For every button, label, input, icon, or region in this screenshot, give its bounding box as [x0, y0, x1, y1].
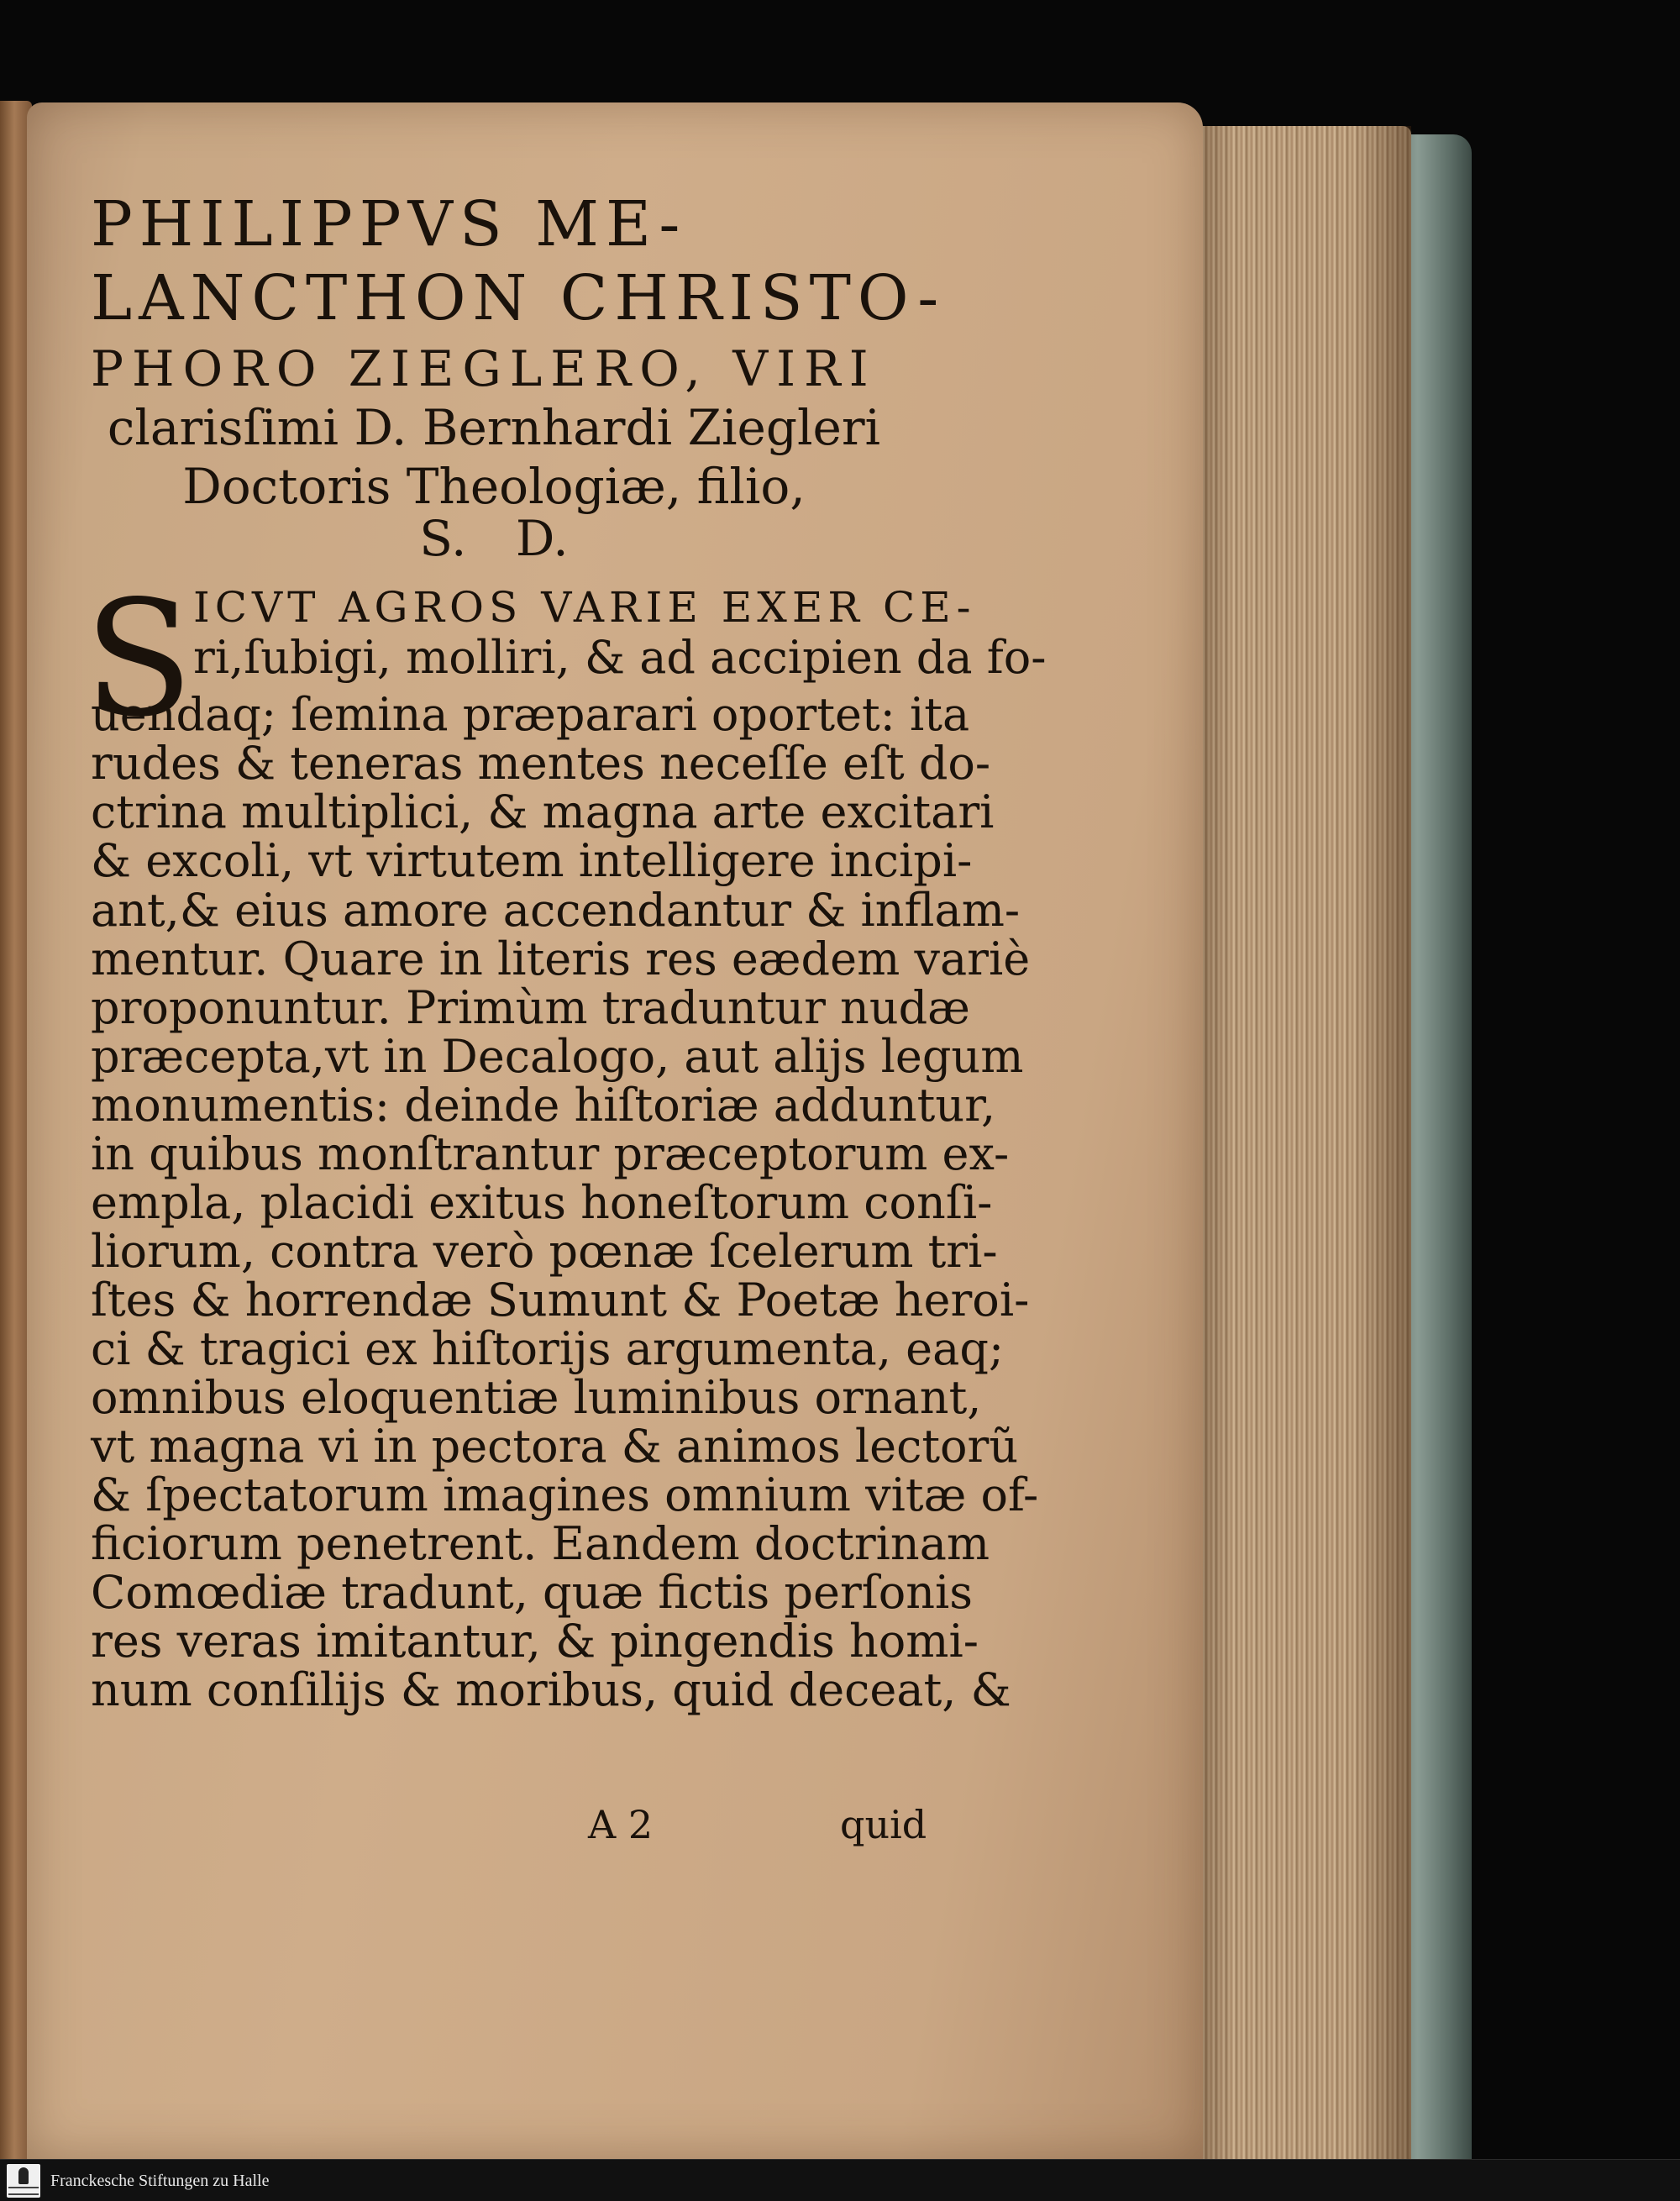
salutation: S. D.	[419, 510, 569, 567]
footer-bar	[0, 2159, 1680, 2201]
body-line-10: præcepta,vt in Decalogo, aut alijs legum	[91, 1030, 1024, 1083]
body-line-2: ri,ſubigi, molliri, & ad accipien da fo-	[193, 631, 1047, 684]
body-line-6: & excoli, vt virtutem intelligere incipi-	[91, 834, 973, 887]
institution-logo-icon	[7, 2164, 40, 2198]
fore-edge-shadow	[1176, 126, 1411, 2159]
body-line-4: rudes & teneras mentes neceſſe eſt do-	[91, 737, 991, 790]
body-line-3: uendaq; ſemina præparari oportet: ita	[91, 688, 970, 741]
heading-line-1: PHILIPPVS ME-	[91, 188, 687, 260]
logo-figure-icon	[18, 2167, 29, 2184]
logo-wordmark-icon	[8, 2187, 39, 2195]
body-line-15: ſtes & horrendæ Sumunt & Poetæ heroi-	[91, 1274, 1030, 1326]
catchword: quid	[840, 1802, 927, 1847]
body-line-1: ICVT AGROS VARIE EXER CE-	[193, 583, 976, 632]
body-line-19: & ſpectatorum imagines omnium vitæ of-	[91, 1468, 1039, 1521]
body-line-22: res veras imitantur, & pingendis homi-	[91, 1615, 979, 1668]
heading-line-3: PHORO ZIEGLERO, VIRI	[91, 340, 877, 397]
body-line-18: vt magna vi in pectora & animos lectorũ	[91, 1420, 1019, 1473]
body-line-20: ficiorum penetrent. Eandem doctrinam	[91, 1517, 990, 1570]
body-line-16: ci & tragici ex hiſtorijs argumenta, eaq;	[91, 1322, 1005, 1375]
footer-label: Franckesche Stiftungen zu Halle	[50, 2172, 270, 2190]
body-line-5: ctrina multiplici, & magna arte excitari	[91, 785, 995, 838]
body-line-21: Comœdiæ tradunt, quæ fictis perſonis	[91, 1566, 974, 1619]
body-line-23: num conſilijs & moribus, quid deceat, &	[91, 1663, 1011, 1716]
body-line-9: proponuntur. Primùm traduntur nudæ	[91, 981, 970, 1034]
body-line-13: empla, placidi exitus honeſtorum conſi-	[91, 1176, 993, 1229]
body-line-17: omnibus eloquentiæ luminibus ornant,	[91, 1371, 982, 1424]
heading-line-5: Doctoris Theologiæ, filio,	[182, 458, 806, 515]
body-line-12: in quibus monſtrantur præceptorum ex-	[91, 1127, 1010, 1180]
signature-mark: A 2	[588, 1802, 654, 1847]
body-line-7: ant,& eius amore accendantur & inflam-	[91, 884, 1021, 937]
heading-line-4: clarisſimi D. Bernhardi Ziegleri	[107, 399, 881, 456]
body-line-11: monumentis: deinde hiſtoriæ adduntur,	[91, 1079, 996, 1132]
body-line-8: mentur. Quare in literis res eædem variè	[91, 932, 1031, 985]
heading-line-2: LANCTHON CHRISTO-	[91, 262, 946, 334]
drop-cap: S	[84, 566, 194, 752]
body-line-14: liorum, contra verò pœnæ ſcelerum tri-	[91, 1225, 998, 1278]
